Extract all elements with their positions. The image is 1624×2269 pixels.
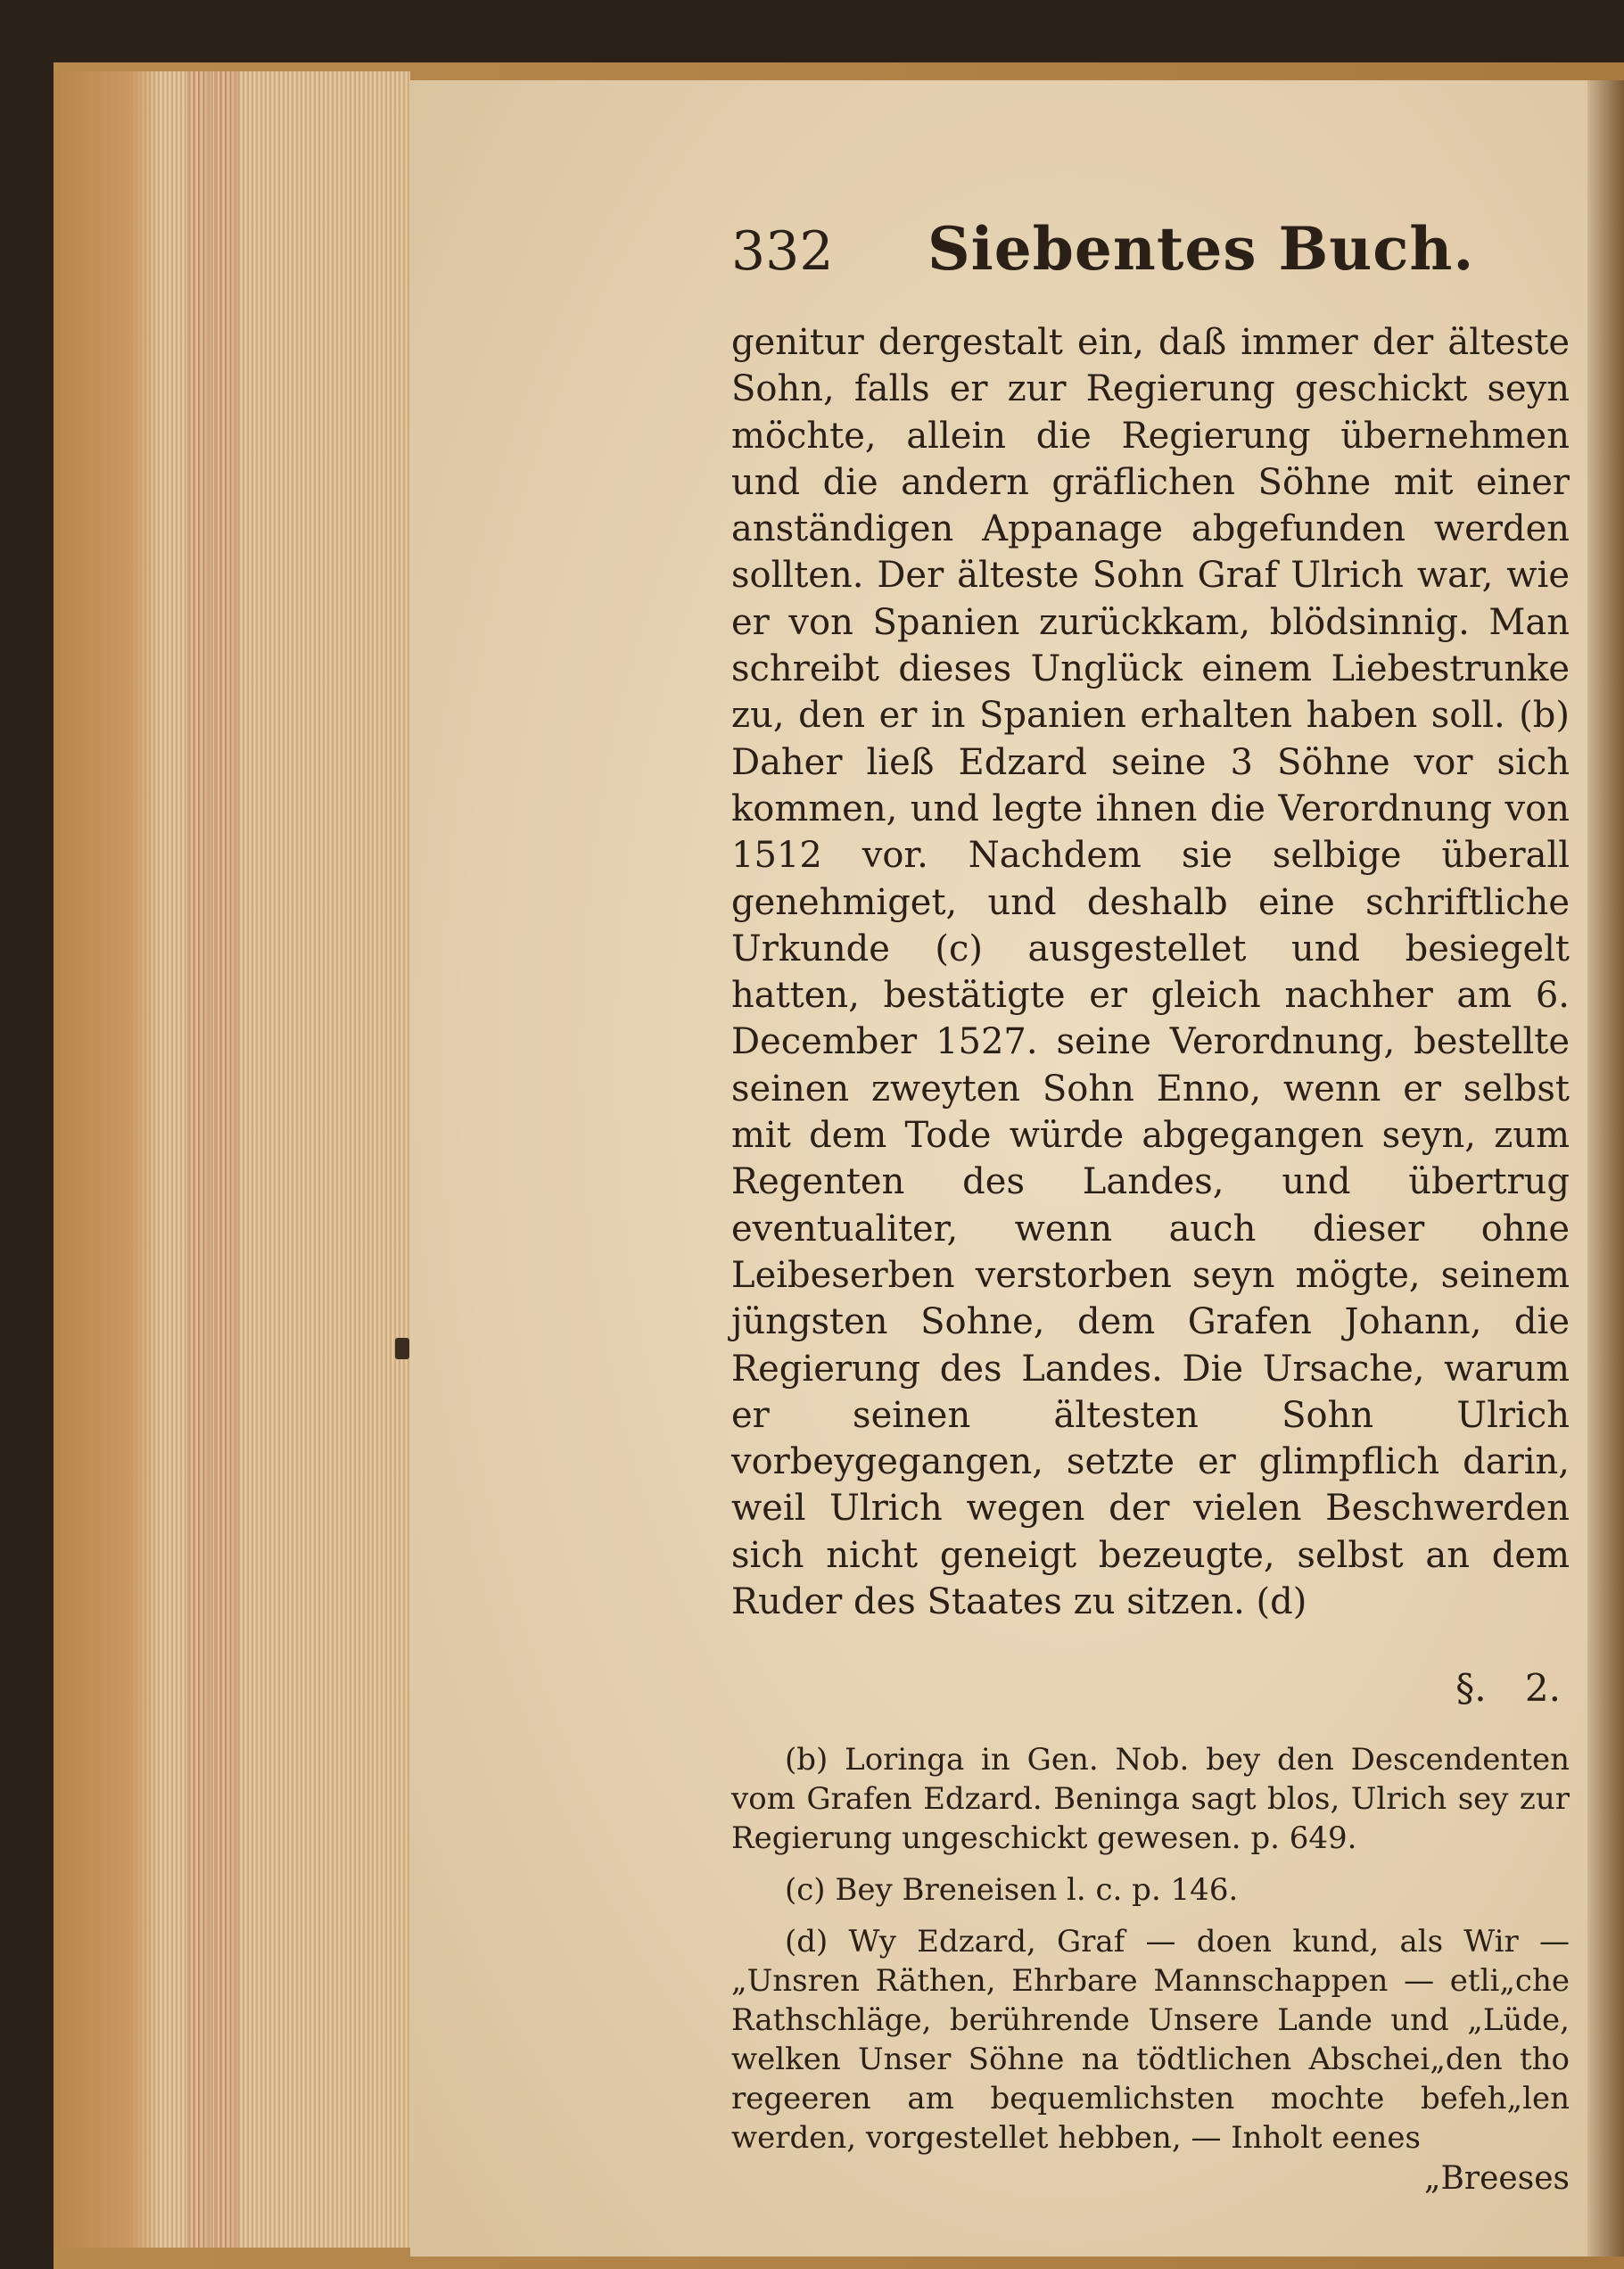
page-content: [731, 214, 1570, 2199]
page-header: [731, 214, 1570, 312]
section-mark: §. 2.: [1455, 1666, 1561, 1711]
catchword: „Breeses: [1423, 2160, 1570, 2198]
footnotes: [731, 1740, 1570, 2199]
binding-mark: [395, 1338, 409, 1359]
footnote-c: (c) Bey Breneisen l. c. p. 146.: [785, 1872, 1239, 1909]
running-title: Siebentes Buch.: [927, 214, 1475, 284]
footnote-b: (b) Loringa in Gen. Nob. bey den Descendenten vom Grafen Edzard. Beninga sagt blos, Ulrich sey zur Regierung ungeschickt gewesen. p. 649.: [731, 1742, 1570, 1857]
body-paragraph: genitur dergestalt ein, daß immer der älteste Sohn, falls er zur Regierung geschickt seyn möchte, allein die Regierung übernehmen und die andern gräflichen Söhne mit einer anständigen Appanage abgefunden werden sollten. Der älteste Sohn Graf Ulrich war, wie er von Spanien zurückkam, blödsinnig. Man schreibt dieses Unglück einem Liebestrunke zu, den er in Spanien erhalten haben soll. (b) Daher ließ Edzard seine 3 Söhne vor sich kommen, und legte ihnen die Verordnung von 1512 vor. Nachdem sie selbige überall genehmiget, und deshalb eine schriftliche Urkunde (c) ausgestellet und besiegelt hatten, bestätigte er gleich nachher am 6. December 1527. seine Verordnung, bestellte seinen zweyten Sohn Enno, wenn er selbst mit dem Tode würde abgegangen seyn, zum Regenten des Landes, und übertrug eventualiter, wenn auch dieser ohne Leibeserben verstorben seyn mögte, seinem jüngsten Sohne, dem Grafen Johann, die Regierung des Landes. Die Ursache, warum er seinen ältesten Sohn Ulrich vorbeygegangen, setzte er glimpflich darin, weil Ulrich wegen der vielen Beschwerden sich nicht geneigt bezeugte, selbst an dem Ruder des Staates zu sitzen. (d): [731, 322, 1570, 1623]
page-edges: [54, 71, 410, 2248]
footnote-d: (d) Wy Edzard, Graf — doen kund, als Wir — „Unsren Räthen, Ehrbare Mannschappen — etli„che Rathschläge, berührende Unsere Lande und „Lüde, welken Unser Söhne na tödtlichen Abschei„den tho regeeren am bequemlichsten mochte befeh„len werden, vorgestellet hebben, — Inholt eenes: [731, 1924, 1570, 2157]
page-number: 332: [731, 220, 834, 283]
gutter-shadow: [1587, 80, 1624, 2257]
